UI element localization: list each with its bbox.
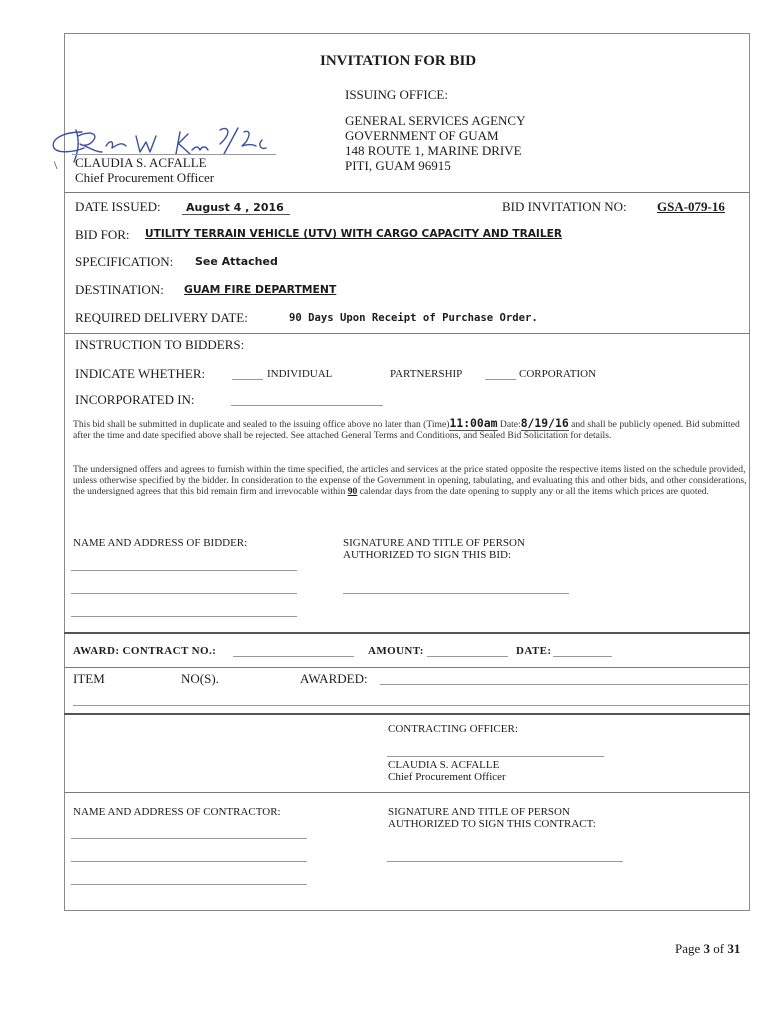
divider (64, 333, 750, 334)
award-contract-label: AWARD: CONTRACT NO.: (73, 645, 217, 657)
delivery-label: REQUIRED DELIVERY DATE: (75, 310, 248, 325)
divider (64, 192, 750, 193)
contracting-officer-label: CONTRACTING OFFICER: (388, 723, 518, 735)
amount-blank[interactable] (427, 656, 508, 657)
submission-paragraph (73, 418, 753, 441)
contract-signature-label-2: AUTHORIZED TO SIGN THIS CONTRACT: (388, 818, 596, 830)
page-total: 31 (727, 941, 741, 956)
bid-for-label: BID FOR: (75, 227, 130, 242)
date-word: Date: (499, 419, 521, 430)
margin-mark: \ (54, 158, 58, 172)
awarded-blank-2[interactable] (73, 705, 749, 706)
divider (64, 632, 750, 634)
divider (64, 667, 750, 668)
award-date-blank[interactable] (553, 656, 612, 657)
para1-text: This bid shall be submitted in duplicate and sealed to the issuing office above no later than (Time) (73, 419, 450, 430)
page-number (675, 941, 740, 957)
partnership-option: PARTNERSHIP (390, 368, 463, 380)
awarded-label: AWARDED: (300, 671, 368, 686)
form-title: INVITATION FOR BID (320, 53, 477, 69)
item-label: ITEM (73, 671, 105, 686)
para2-text: The undersigned offers and agrees to furnish within the time specified, the articles and services at the price stated opposite the respective items listed on the schedule provided, unless otherwise specified by the bidder. In consideration to the expense of the Government in opening, tabulating, and evaluating this and other bids, and other considerations, the undersigned agrees that this bid remain firm and irrevocable within (73, 464, 747, 498)
spec-value: See Attached (195, 255, 278, 268)
officer-title-2: Chief Procurement Officer (388, 771, 506, 783)
para1-text-2: and shall be publicly opened. Bid submitted after the time and date specified above shall be rejected. See attached General Terms and Conditions, and Sealed Bid Solicitation for details. (73, 419, 740, 442)
corporation-blank (485, 379, 516, 380)
bidder-address-line[interactable] (71, 593, 297, 594)
indicate-label: INDICATE WHETHER: (75, 366, 206, 381)
agency-line: GENERAL SERVICES AGENCY (345, 113, 526, 128)
instruction-label: INSTRUCTION TO BIDDERS: (75, 337, 245, 352)
spec-label: SPECIFICATION: (75, 254, 174, 269)
deadline-date: 8/19/16 (520, 416, 569, 430)
destination-value: GUAM FIRE DEPARTMENT (184, 283, 337, 296)
contract-signature-line[interactable] (387, 861, 623, 862)
contractor-address-line[interactable] (71, 861, 307, 862)
individual-blank (232, 379, 263, 380)
agency-line: PITI, GUAM 96915 (345, 158, 451, 173)
bidder-signature-label (343, 537, 525, 561)
bidder-signature-label-2: AUTHORIZED TO SIGN THIS BID: (343, 549, 512, 561)
issuing-office-label: ISSUING OFFICE: (345, 87, 448, 102)
incorporated-blank (231, 405, 383, 406)
contractor-name-line[interactable] (71, 838, 307, 839)
divider (64, 792, 750, 793)
para2-text-2: calendar days from the date opening to supply any or all the items which prices are quoted. (359, 486, 709, 498)
date-issued-label: DATE ISSUED: (75, 199, 161, 214)
bidder-address-line[interactable] (71, 616, 297, 617)
days-value: 90 (347, 486, 358, 498)
bid-no-label: BID INVITATION NO: (502, 199, 627, 214)
incorporated-label: INCORPORATED IN: (75, 392, 195, 407)
contract-signature-label (388, 806, 596, 830)
bid-for-value: UTILITY TERRAIN VEHICLE (UTV) WITH CARGO CAPACITY AND TRAILER (145, 228, 563, 240)
agency-line: 148 ROUTE 1, MARINE DRIVE (345, 143, 522, 158)
agency-line: GOVERNMENT OF GUAM (345, 128, 499, 143)
corporation-option: CORPORATION (519, 368, 597, 380)
bidder-signature-label-1: SIGNATURE AND TITLE OF PERSON (343, 537, 525, 549)
individual-option: INDIVIDUAL (267, 368, 333, 380)
contractor-name-label: NAME AND ADDRESS OF CONTRACTOR: (73, 806, 281, 818)
date-issued-value: August 4 , 2016 (182, 201, 290, 215)
agency-address (345, 113, 525, 173)
page-word: Page (675, 941, 701, 956)
officer-title: Chief Procurement Officer (75, 170, 215, 185)
bid-no-value: GSA-079-16 (657, 199, 725, 214)
contract-no-blank[interactable] (233, 656, 354, 657)
page-of: of (713, 941, 725, 956)
contract-signature-label-1: SIGNATURE AND TITLE OF PERSON (388, 806, 570, 818)
divider (64, 713, 750, 715)
amount-label: AMOUNT: (368, 645, 424, 657)
bidder-name-line[interactable] (71, 570, 297, 571)
destination-label: DESTINATION: (75, 282, 164, 297)
awarded-blank[interactable] (380, 684, 748, 685)
page-current: 3 (703, 941, 711, 956)
deadline-time: 11:00am (449, 416, 498, 430)
officer-name: CLAUDIA S. ACFALLE (75, 155, 207, 170)
nos-label: NO(S). (181, 671, 219, 686)
bidder-name-label: NAME AND ADDRESS OF BIDDER: (73, 537, 248, 549)
officer-name-2: CLAUDIA S. ACFALLE (388, 759, 500, 771)
bidder-signature-line[interactable] (343, 593, 569, 594)
delivery-value: 90 Days Upon Receipt of Purchase Order. (289, 312, 538, 324)
award-date-label: DATE: (516, 645, 552, 657)
contractor-address-line[interactable] (71, 884, 307, 885)
contracting-officer-signature-line[interactable] (387, 756, 604, 757)
offer-paragraph (73, 464, 753, 498)
